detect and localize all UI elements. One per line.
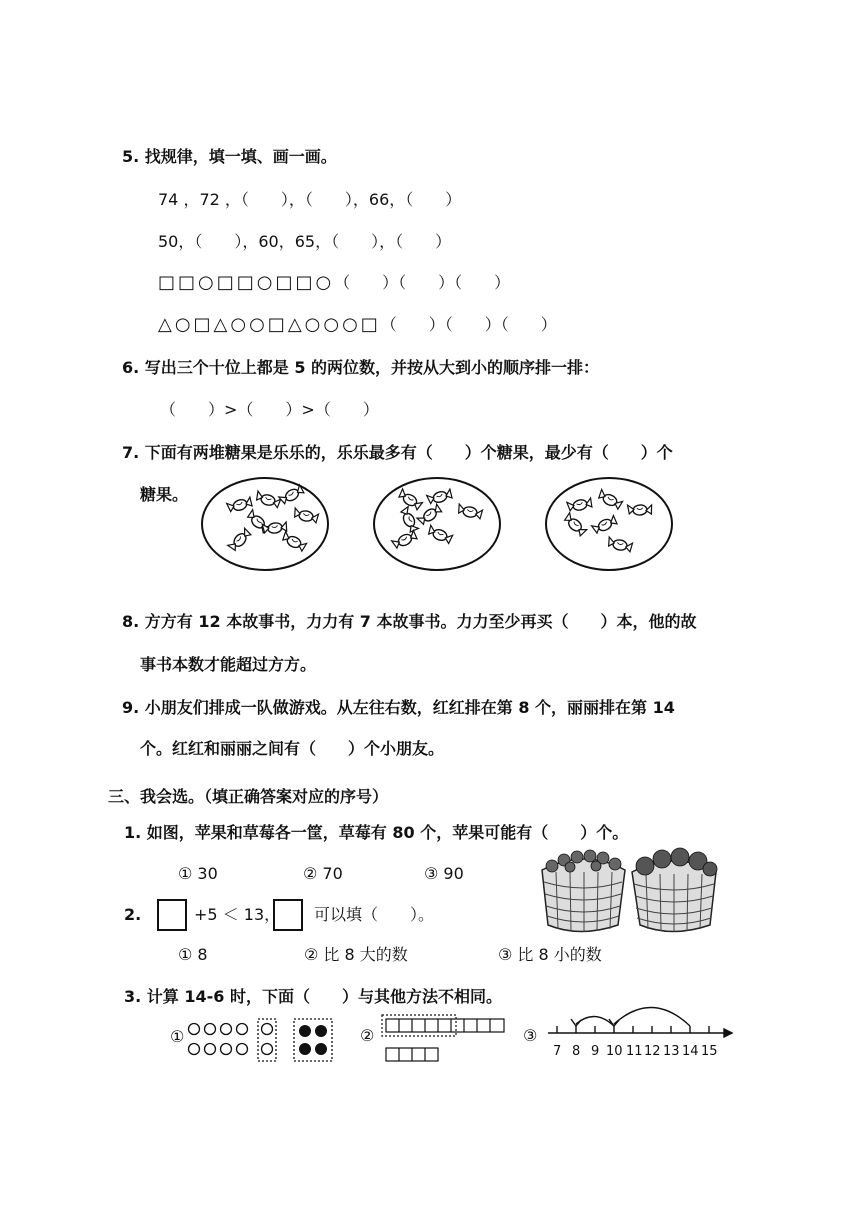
q8-line2: 事书本数才能超过方方。 [140,655,317,674]
q8-line1: 8. 方方有 12 本故事书，力力有 7 本故事书。力力至少再买（ ）本，他的故 [122,612,697,631]
tick-label: 13 [663,1044,680,1059]
tick-label: 15 [701,1044,718,1059]
c1-option-1: ① 30 [178,864,218,883]
number-line-ticks [547,1044,727,1062]
q5-row2: 50，（ ），60，65，（ ），（ ） [158,232,452,251]
tick-label: 11 [626,1044,643,1059]
q6-title: 6. 写出三个十位上都是 5 的两位数，并按从大到小的顺序排一排： [122,358,600,377]
c2-expression: +5 ＜ 13， [194,905,281,924]
c3-method-1-label: ① [170,1027,185,1046]
q5-row3-blanks: （ ）（ ）（ ） [334,273,511,292]
q9-line1: 9. 小朋友们排成一队做游戏。从左往右数，红红排在第 8 个，丽丽排在第 14 [122,698,675,717]
tick-label: 14 [682,1044,699,1059]
tick-label: 8 [572,1044,581,1059]
tick-label: 7 [553,1044,562,1059]
q9-line2: 个。红红和丽丽之间有（ ）个小朋友。 [140,739,445,758]
method-1-circles [189,1019,277,1061]
c2-option-1: ① 8 [178,945,208,964]
c1-question: 1. 如图，苹果和草莓各一筐，草莓有 80 个，苹果可能有（ ）个。 [124,823,629,842]
c1-option-3: ③ 90 [424,864,464,883]
method-2-blocks [382,1015,504,1061]
c3-method-3-label: ③ [523,1026,538,1045]
c2-option-3: ③ 比 8 小的数 [498,945,602,964]
q7-line2: 糖果。 [140,485,189,504]
c1-option-2: ② 70 [303,864,343,883]
q5-row4-shapes: △○□△○○□△○○○□ [158,314,381,335]
tick-label: 9 [591,1044,600,1059]
q5-row1: 74 ，72 ，（ ），（ ），66，（ ） [158,190,462,209]
section3-title: 三、我会选。（填正确答案对应的序号） [108,787,389,806]
q7-line1: 7. 下面有两堆糖果是乐乐的，乐乐最多有（ ）个糖果，最少有（ ）个 [122,443,673,462]
q6-answer: （ ）>（ ）>（ ） [160,400,379,419]
method-3-number-line [548,1007,732,1037]
c2-tail: 可以填（ ）。 [314,905,435,924]
q5-row3-shapes: □□○□□○□□○ [158,272,335,293]
c2-number: 2. [124,905,142,924]
c3-question: 3. 计算 14-6 时，下面（ ）与其他方法不相同。 [124,987,502,1006]
c3-method-2-label: ② [360,1026,375,1045]
q5-row4-blanks: （ ）（ ）（ ） [380,315,557,334]
tick-label: 12 [644,1044,661,1059]
q5-title: 5. 找规律，填一填、画一画。 [122,147,337,166]
c2-option-2: ② 比 8 大的数 [304,945,408,964]
tick-label: 10 [606,1044,623,1059]
method-1-dots-box [294,1019,332,1061]
